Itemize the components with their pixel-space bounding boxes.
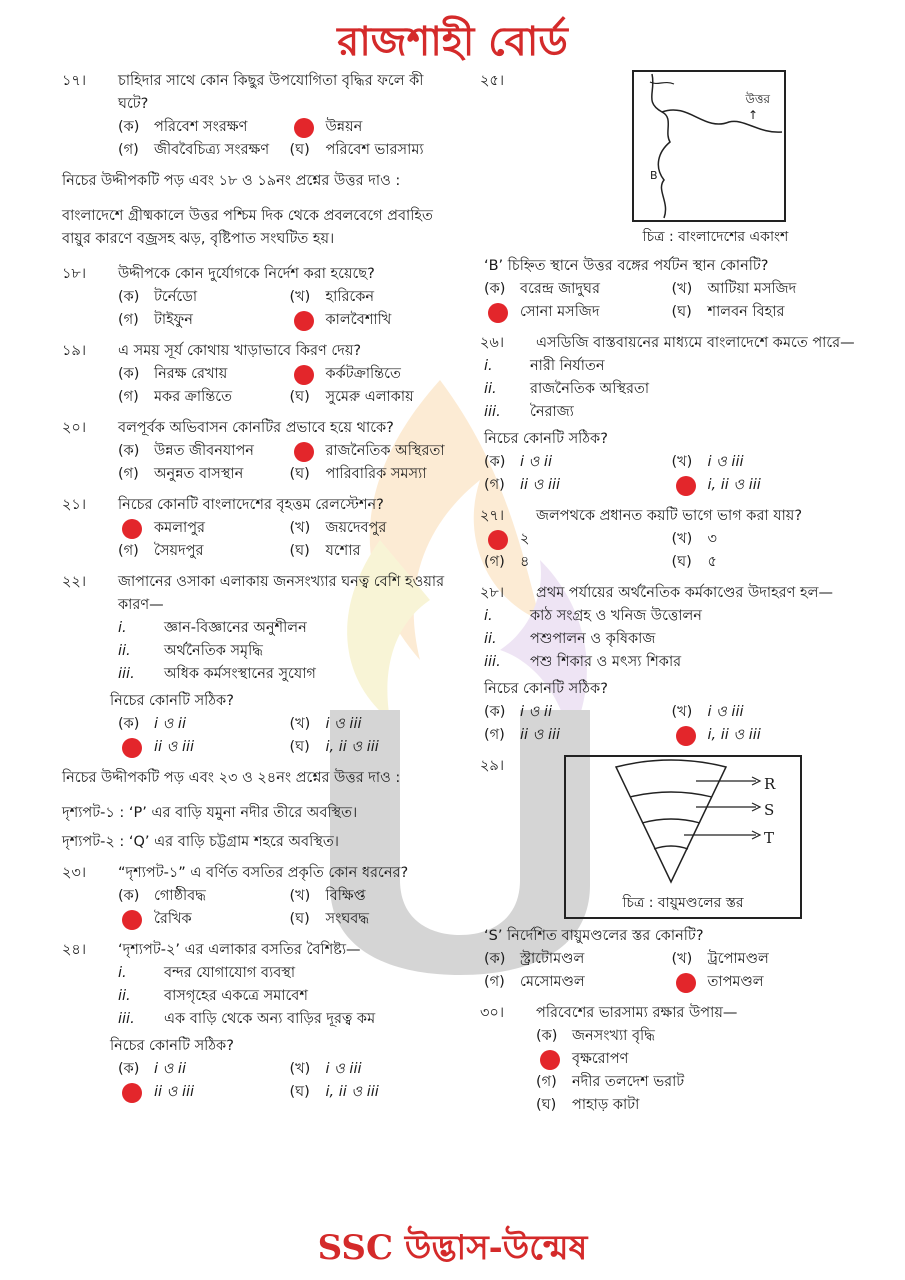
option-gha[interactable]: (ঘ) i, ii ও iii <box>289 1084 379 1100</box>
label-t: T <box>764 829 775 847</box>
option-ga[interactable]: (গ) সৈয়দপুর <box>118 543 204 559</box>
option-kha[interactable]: (খ) ট্রপোমণ্ডল <box>671 951 769 967</box>
option-gha[interactable]: (ঘ) শালবন বিহার <box>671 304 785 320</box>
option-gha[interactable]: (ঘ) পাহাড় কাটা <box>536 1097 640 1113</box>
option-gha[interactable]: (ঘ) পারিবারিক সমস্যা <box>289 466 427 482</box>
north-label: উত্তর <box>745 92 770 106</box>
label-s: S <box>764 801 775 819</box>
option-ga[interactable]: (গ) মেসোমণ্ডল <box>484 974 585 990</box>
statement: iii. এক বাড়ি থেকে অন্য বাড়ির দূরত্ব কম <box>118 1011 376 1027</box>
option-ga[interactable]: (গ) ii ও iii <box>484 727 561 743</box>
option-ka[interactable]: (ক) স্ট্রাটোমণ্ডল <box>484 951 585 967</box>
question-29: ২৯। R S T চিত্র : বায়ুমণ্ডলের স্তর ‘S’ নির্দেশিত বায়ুমণ্ডলের স্তর কোনটি? (ক) স্ট্রাটোমণ্ডল (খ) ট্রপোমণ্ডল (গ) মেসোমণ্ডল তাপমণ্ডল <box>480 755 855 994</box>
question-21: ২১। নিচের কোনটি বাংলাদেশের বৃহত্তম রেলস্টেশন? কমলাপুর (খ) জয়দেবপুর (গ) সৈয়দপুর (ঘ) যশোর <box>62 494 457 563</box>
answer-dot-icon <box>540 1050 560 1070</box>
scene-2: দৃশ্যপট-২ : ‘Q’ এর বাড়ি চট্টগ্রাম শহরে অবস্থিত। <box>62 834 339 850</box>
option-kha-correct[interactable]: রাজনৈতিক অস্থিরতা <box>290 440 458 463</box>
option-ka[interactable]: (ক) উন্নত জীবনযাপন <box>118 443 254 459</box>
option-ga-correct[interactable]: ii ও iii <box>118 736 286 759</box>
option-kha[interactable]: (খ) i ও iii <box>289 716 362 732</box>
option-ka[interactable]: (ক) টর্নেডো <box>118 289 198 305</box>
atmosphere-caption: চিত্র : বায়ুমণ্ডলের স্তর <box>622 895 744 911</box>
question-27: ২৭। জলপথকে প্রধানত কয়টি ভাগে ভাগ করা যায়? ২ (খ) ৩ (গ) ৪ (ঘ) ৫ <box>480 505 855 574</box>
statement: ii. বাসগৃহের একত্রে সমাবেশ <box>118 988 308 1004</box>
option-ga[interactable]: (গ) ৪ <box>484 554 530 570</box>
option-ka[interactable]: (ক) i ও ii <box>118 1061 186 1077</box>
option-kha-correct[interactable]: কর্কটক্রান্তিতে <box>290 363 458 386</box>
scene-1: দৃশ্যপট-১ : ‘P’ এর বাড়ি যমুনা নদীর তীরে অবস্থিত। <box>62 805 358 821</box>
north-arrow-icon: ↑ <box>747 108 758 122</box>
left-column <box>62 70 457 1112</box>
option-kha[interactable]: (খ) i ও iii <box>671 454 744 470</box>
option-ga[interactable]: (গ) মকর ক্রান্তিতে <box>118 389 232 405</box>
question-30: ৩০। পরিবেশের ভারসাম্য রক্ষার উপায়— (ক) জনসংখ্যা বৃদ্ধি বৃক্ষরোপণ (গ) নদীর তলদেশ ভরাট (ঘ) পাহাড় কাটা <box>480 1002 855 1117</box>
option-ka[interactable]: (ক) পরিবেশ সংরক্ষণ <box>118 119 248 135</box>
footer-brand: SSC উদ্ভাস-উন্মেষ <box>317 1228 588 1268</box>
statement: i. জ্ঞান-বিজ্ঞানের অনুশীলন <box>118 620 307 636</box>
option-kha[interactable]: (খ) আটিয়া মসজিদ <box>671 281 797 297</box>
option-ga[interactable]: (গ) নদীর তলদেশ ভরাট <box>536 1074 685 1090</box>
label-r: R <box>764 775 776 793</box>
answer-dot-icon <box>294 442 314 462</box>
option-ga[interactable]: (গ) জীববৈচিত্র্য সংরক্ষণ <box>118 142 270 158</box>
answer-dot-icon <box>676 476 696 496</box>
option-kha[interactable]: (খ) i ও iii <box>671 704 744 720</box>
statement: i. বন্দর যোগাযোগ ব্যবস্থা <box>118 965 296 981</box>
answer-dot-icon <box>676 973 696 993</box>
question-22: ২২। জাপানের ওসাকা এলাকায় জনসংখ্যার ঘনত্ব বেশি হওয়ার কারণ— i. জ্ঞান-বিজ্ঞানের অনুশীলন ii. অর্থনৈতিক সমৃদ্ধি iii. অধিক কর্মসংস্থানের সুযোগ নিচের কোনটি সঠিক? (ক) i ও ii (খ) i ও iii ii ও iii (ঘ) i, ii ও iii <box>62 571 457 759</box>
answer-dot-icon <box>122 519 142 539</box>
question-19: ১৯। এ সময় সূর্য কোথায় খাড়াভাবে কিরণ দেয়? (ক) নিরক্ষ রেখায় কর্কটক্রান্তিতে (গ) মকর ক্রান্তিতে (ঘ) সুমেরু এলাকায় <box>62 340 457 409</box>
atmosphere-figure <box>564 755 802 919</box>
option-gha-correct[interactable]: i, ii ও iii <box>672 724 856 747</box>
answer-dot-icon <box>676 726 696 746</box>
stem-23-24: নিচের উদ্দীপকটি পড় এবং ২৩ ও ২৪নং প্রশ্নের উত্তর দাও : <box>62 770 401 786</box>
option-ga[interactable]: (গ) টাইফুন <box>118 312 193 328</box>
answer-dot-icon <box>488 303 508 323</box>
answer-dot-icon <box>122 1083 142 1103</box>
sub-question: নিচের কোনটি সঠিক? <box>484 681 608 697</box>
option-ga-correct[interactable]: ii ও iii <box>118 1081 286 1104</box>
answer-dot-icon <box>294 365 314 385</box>
option-kha[interactable]: (খ) বিক্ষিপ্ত <box>289 888 366 904</box>
option-gha[interactable]: (ঘ) পরিবেশ ভারসাম্য <box>289 142 424 158</box>
option-ga[interactable]: (গ) ii ও iii <box>484 477 561 493</box>
sub-question: নিচের কোনটি সঠিক? <box>110 693 234 709</box>
option-ga-correct[interactable]: রৈখিক <box>118 908 286 931</box>
option-ka-correct[interactable]: ২ <box>484 528 668 551</box>
question-24: ২৪। ‘দৃশ্যপট-২’ এর এলাকার বসতির বৈশিষ্ট্য— i. বন্দর যোগাযোগ ব্যবস্থা ii. বাসগৃহের একত্রে সমাবেশ iii. এক বাড়ি থেকে অন্য বাড়ির দূরত্ব কম নিচের কোনটি সঠিক? (ক) i ও ii (খ) i ও iii ii ও iii (ঘ) i, ii ও iii <box>62 939 457 1104</box>
passage-18-19: বাংলাদেশে গ্রীষ্মকালে উত্তর পশ্চিম দিক থেকে প্রবলবেগে প্রবাহিত বায়ুর কারণে বজ্রসহ ঝড়, বৃষ্টিপাত সংঘটিত হয়। <box>62 208 433 247</box>
options <box>118 116 457 162</box>
question-28: ২৮। প্রথম পর্যায়ের অর্থনৈতিক কর্মকাণ্ডের উদাহরণ হল— i. কাঠ সংগ্রহ ও খনিজ উত্তোলন ii. পশুপালন ও কৃষিকাজ iii. পশু শিকার ও মৎস্য শিকার নিচের কোনটি সঠিক? (ক) i ও ii (খ) i ও iii (গ) ii ও iii i, ii ও iii <box>480 582 855 747</box>
option-ka[interactable]: (ক) গোষ্ঠীবদ্ধ <box>118 888 206 904</box>
question-text: চাহিদার সাথে কোন কিছুর উপযোগিতা বৃদ্ধির ফলে কী ঘটে? <box>118 73 424 112</box>
question-25: ২৫। উত্তর ↑ B চিত্র : বাংলাদেশের একাংশ ‘B’ চিহ্নিত স্থানে উত্তর বঙ্গের পর্যটন স্থান কোনটি? (ক) বরেন্দ্র জাদুঘর (খ) আটিয়া মসজিদ সোনা মসজিদ (ঘ) শালবন বিহার <box>480 70 855 324</box>
option-gha[interactable]: (ঘ) সংঘবদ্ধ <box>289 911 369 927</box>
option-ga[interactable]: (গ) অনুন্নত বাসস্থান <box>118 466 244 482</box>
question-number: ১৭। <box>62 73 87 89</box>
question-26: ২৬। এসডিজি বাস্তবায়নের মাধ্যমে বাংলাদেশে কমতে পারে— i. নারী নির্যাতন ii. রাজনৈতিক অস্থিরতা iii. নৈরাজ্য নিচের কোনটি সঠিক? (ক) i ও ii (খ) i ও iii (গ) ii ও iii i, ii ও iii <box>480 332 855 497</box>
option-ka-correct[interactable]: কমলাপুর <box>118 517 286 540</box>
map-mark-b: B <box>650 169 658 182</box>
option-ka[interactable]: (ক) i ও ii <box>484 454 552 470</box>
answer-dot-icon <box>294 118 314 138</box>
option-kha[interactable]: (খ) ৩ <box>671 531 717 547</box>
sub-question: নিচের কোনটি সঠিক? <box>110 1038 234 1054</box>
answer-dot-icon <box>294 311 314 331</box>
option-ka[interactable]: (ক) জনসংখ্যা বৃদ্ধি <box>536 1028 655 1044</box>
option-ka[interactable]: (ক) বরেন্দ্র জাদুঘর <box>484 281 600 297</box>
option-gha[interactable]: (ঘ) i, ii ও iii <box>289 739 379 755</box>
option-kha-correct[interactable]: বৃক্ষরোপণ <box>536 1048 855 1071</box>
question-23: ২৩। “দৃশ্যপট-১” এ বর্ণিত বসতির প্রকৃতি কোন ধরনের? (ক) গোষ্ঠীবদ্ধ (খ) বিক্ষিপ্ত রৈখিক (ঘ) সংঘবদ্ধ <box>62 862 457 931</box>
statement: ii. অর্থনৈতিক সমৃদ্ধি <box>118 643 263 659</box>
board-title: রাজশাহী বোর্ড <box>337 19 568 65</box>
option-ga-correct[interactable]: সোনা মসজিদ <box>484 301 668 324</box>
sub-question: নিচের কোনটি সঠিক? <box>484 431 608 447</box>
option-kha[interactable]: (খ) i ও iii <box>289 1061 362 1077</box>
question-17 <box>62 70 457 162</box>
answer-dot-icon <box>122 738 142 758</box>
option-gha-correct[interactable]: i, ii ও iii <box>672 474 856 497</box>
question-18: ১৮। উদ্দীপকে কোন দুর্যোগকে নির্দেশ করা হয়েছে? (ক) টর্নেডো (খ) হারিকেন (গ) টাইফুন কালবৈশাখি <box>62 263 457 332</box>
option-ka[interactable]: (ক) i ও ii <box>118 716 186 732</box>
answer-dot-icon <box>122 910 142 930</box>
option-gha-correct[interactable]: কালবৈশাখি <box>290 309 458 332</box>
option-kha[interactable]: (খ) জয়দেবপুর <box>289 520 387 536</box>
option-ka[interactable]: (ক) নিরক্ষ রেখায় <box>118 366 228 382</box>
map-caption: চিত্র : বাংলাদেশের একাংশ <box>642 229 789 245</box>
answer-dot-icon <box>488 530 508 550</box>
option-kha-correct[interactable]: উন্নয়ন <box>290 116 458 139</box>
map-figure <box>632 70 786 222</box>
option-gha[interactable]: (ঘ) যশোর <box>289 543 361 559</box>
right-column <box>480 70 855 1125</box>
option-kha[interactable]: (খ) হারিকেন <box>289 289 375 305</box>
statement: iii. অধিক কর্মসংস্থানের সুযোগ <box>118 666 316 682</box>
option-ka[interactable]: (ক) i ও ii <box>484 704 552 720</box>
option-gha[interactable]: (ঘ) ৫ <box>671 554 717 570</box>
stem-18-19: নিচের উদ্দীপকটি পড় এবং ১৮ ও ১৯নং প্রশ্নের উত্তর দাও : <box>62 173 401 189</box>
question-20: ২০। বলপূর্বক অভিবাসন কোনটির প্রভাবে হয়ে থাকে? (ক) উন্নত জীবনযাপন রাজনৈতিক অস্থিরতা (গ) অনুন্নত বাসস্থান (ঘ) পারিবারিক সমস্যা <box>62 417 457 486</box>
option-gha-correct[interactable]: তাপমণ্ডল <box>672 971 856 994</box>
option-gha[interactable]: (ঘ) সুমেরু এলাকায় <box>289 389 414 405</box>
